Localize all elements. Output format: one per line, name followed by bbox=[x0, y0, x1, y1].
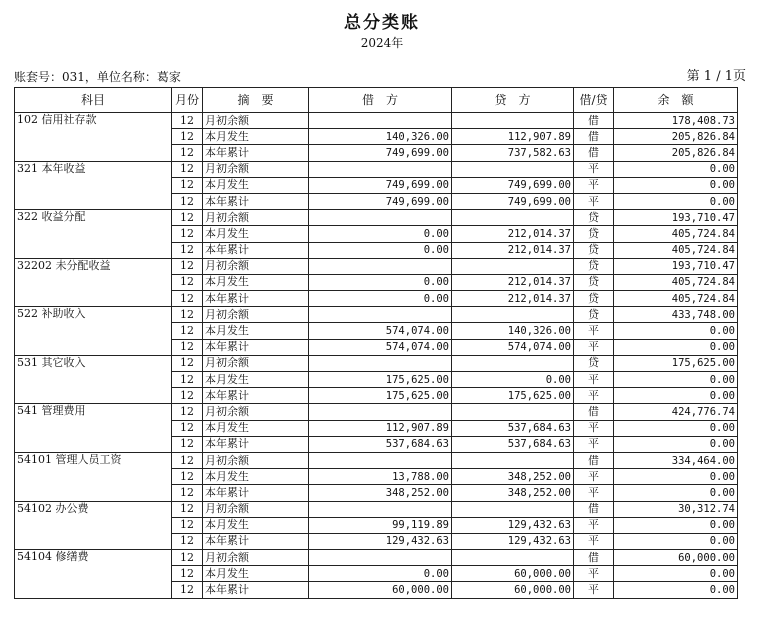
cell-month: 12 bbox=[172, 129, 203, 145]
cell-credit: 212,014.37 bbox=[452, 291, 574, 307]
table-row bbox=[15, 501, 738, 517]
cell-balance: 0.00 bbox=[614, 177, 738, 193]
cell-balance: 178,408.73 bbox=[614, 113, 738, 129]
cell-summary: 月初余额 bbox=[203, 161, 309, 177]
cell-direction: 贷 bbox=[574, 274, 614, 290]
cell-debit: 537,684.63 bbox=[309, 436, 452, 452]
cell-month: 12 bbox=[172, 274, 203, 290]
table-row bbox=[15, 145, 738, 161]
cell-credit: 749,699.00 bbox=[452, 193, 574, 209]
cell-subject bbox=[15, 420, 172, 436]
cell-credit bbox=[452, 307, 574, 323]
cell-subject: 321 本年收益 bbox=[15, 161, 172, 177]
cell-direction: 平 bbox=[574, 533, 614, 549]
cell-credit: 129,432.63 bbox=[452, 517, 574, 533]
cell-credit: 348,252.00 bbox=[452, 485, 574, 501]
cell-debit: 749,699.00 bbox=[309, 193, 452, 209]
col-header-balance: 余 额 bbox=[614, 88, 738, 113]
cell-credit: 212,014.37 bbox=[452, 226, 574, 242]
cell-month: 12 bbox=[172, 355, 203, 371]
cell-debit bbox=[309, 307, 452, 323]
cell-summary: 月初余额 bbox=[203, 113, 309, 129]
col-header-credit: 贷 方 bbox=[452, 88, 574, 113]
cell-debit bbox=[309, 113, 452, 129]
cell-month: 12 bbox=[172, 177, 203, 193]
cell-month: 12 bbox=[172, 145, 203, 161]
cell-direction: 贷 bbox=[574, 355, 614, 371]
cell-summary: 本年累计 bbox=[203, 242, 309, 258]
cell-debit bbox=[309, 258, 452, 274]
cell-credit: 140,326.00 bbox=[452, 323, 574, 339]
cell-direction: 借 bbox=[574, 501, 614, 517]
cell-debit: 0.00 bbox=[309, 566, 452, 582]
cell-balance: 0.00 bbox=[614, 485, 738, 501]
table-row bbox=[15, 226, 738, 242]
cell-direction: 平 bbox=[574, 566, 614, 582]
table-row bbox=[15, 372, 738, 388]
cell-credit: 212,014.37 bbox=[452, 242, 574, 258]
cell-balance: 193,710.47 bbox=[614, 210, 738, 226]
cell-subject bbox=[15, 323, 172, 339]
cell-credit: 537,684.63 bbox=[452, 436, 574, 452]
table-header-row bbox=[15, 88, 738, 113]
table-row bbox=[15, 550, 738, 566]
cell-credit: 0.00 bbox=[452, 372, 574, 388]
cell-summary: 本月发生 bbox=[203, 323, 309, 339]
cell-summary: 本年累计 bbox=[203, 436, 309, 452]
cell-balance: 0.00 bbox=[614, 323, 738, 339]
cell-debit: 574,074.00 bbox=[309, 323, 452, 339]
cell-direction: 平 bbox=[574, 517, 614, 533]
cell-credit: 737,582.63 bbox=[452, 145, 574, 161]
cell-subject bbox=[15, 469, 172, 485]
table-row bbox=[15, 388, 738, 404]
cell-summary: 本年累计 bbox=[203, 291, 309, 307]
table-row bbox=[15, 436, 738, 452]
table-row bbox=[15, 307, 738, 323]
cell-subject bbox=[15, 177, 172, 193]
cell-subject bbox=[15, 372, 172, 388]
cell-summary: 月初余额 bbox=[203, 355, 309, 371]
table-row bbox=[15, 339, 738, 355]
table-row bbox=[15, 533, 738, 549]
cell-direction: 贷 bbox=[574, 226, 614, 242]
table-row bbox=[15, 129, 738, 145]
cell-month: 12 bbox=[172, 339, 203, 355]
cell-balance: 0.00 bbox=[614, 388, 738, 404]
cell-credit: 112,907.89 bbox=[452, 129, 574, 145]
table-row bbox=[15, 242, 738, 258]
cell-summary: 本年累计 bbox=[203, 485, 309, 501]
cell-subject: 322 收益分配 bbox=[15, 210, 172, 226]
cell-debit bbox=[309, 452, 452, 468]
cell-subject bbox=[15, 291, 172, 307]
cell-debit: 348,252.00 bbox=[309, 485, 452, 501]
cell-direction: 平 bbox=[574, 420, 614, 436]
cell-summary: 本月发生 bbox=[203, 177, 309, 193]
cell-credit bbox=[452, 210, 574, 226]
cell-direction: 平 bbox=[574, 469, 614, 485]
cell-subject: 531 其它收入 bbox=[15, 355, 172, 371]
cell-month: 12 bbox=[172, 469, 203, 485]
col-header-direction: 借/贷 bbox=[574, 88, 614, 113]
cell-direction: 借 bbox=[574, 404, 614, 420]
cell-month: 12 bbox=[172, 258, 203, 274]
cell-summary: 本年累计 bbox=[203, 193, 309, 209]
cell-credit: 175,625.00 bbox=[452, 388, 574, 404]
cell-direction: 借 bbox=[574, 145, 614, 161]
cell-direction: 贷 bbox=[574, 258, 614, 274]
cell-subject: 32202 未分配收益 bbox=[15, 258, 172, 274]
cell-summary: 本年累计 bbox=[203, 339, 309, 355]
cell-balance: 0.00 bbox=[614, 582, 738, 598]
cell-summary: 本年累计 bbox=[203, 582, 309, 598]
cell-debit: 129,432.63 bbox=[309, 533, 452, 549]
table-row bbox=[15, 291, 738, 307]
cell-month: 12 bbox=[172, 517, 203, 533]
cell-debit: 13,788.00 bbox=[309, 469, 452, 485]
cell-debit: 0.00 bbox=[309, 274, 452, 290]
cell-credit: 60,000.00 bbox=[452, 566, 574, 582]
cell-direction: 借 bbox=[574, 113, 614, 129]
cell-balance: 0.00 bbox=[614, 533, 738, 549]
table-row bbox=[15, 469, 738, 485]
cell-direction: 贷 bbox=[574, 210, 614, 226]
cell-month: 12 bbox=[172, 372, 203, 388]
ledger-title: 总分类账 bbox=[344, 13, 420, 33]
cell-summary: 月初余额 bbox=[203, 452, 309, 468]
cell-direction: 平 bbox=[574, 582, 614, 598]
cell-direction: 贷 bbox=[574, 307, 614, 323]
cell-month: 12 bbox=[172, 193, 203, 209]
table-row bbox=[15, 485, 738, 501]
cell-credit: 212,014.37 bbox=[452, 274, 574, 290]
cell-subject: 54104 修缮费 bbox=[15, 550, 172, 566]
cell-balance: 0.00 bbox=[614, 339, 738, 355]
table-row bbox=[15, 113, 738, 129]
cell-direction: 平 bbox=[574, 177, 614, 193]
page-indicator: 第 1 / 1页 bbox=[686, 69, 746, 84]
cell-month: 12 bbox=[172, 307, 203, 323]
cell-subject bbox=[15, 129, 172, 145]
cell-debit: 112,907.89 bbox=[309, 420, 452, 436]
cell-direction: 借 bbox=[574, 550, 614, 566]
cell-direction: 借 bbox=[574, 452, 614, 468]
cell-month: 12 bbox=[172, 566, 203, 582]
cell-summary: 月初余额 bbox=[203, 501, 309, 517]
cell-credit: 129,432.63 bbox=[452, 533, 574, 549]
cell-direction: 平 bbox=[574, 372, 614, 388]
col-header-month: 月份 bbox=[172, 88, 203, 113]
cell-debit: 749,699.00 bbox=[309, 177, 452, 193]
cell-debit bbox=[309, 161, 452, 177]
cell-subject: 541 管理费用 bbox=[15, 404, 172, 420]
cell-credit bbox=[452, 501, 574, 517]
cell-month: 12 bbox=[172, 388, 203, 404]
cell-summary: 本年累计 bbox=[203, 533, 309, 549]
cell-debit: 0.00 bbox=[309, 226, 452, 242]
account-info: 账套号：031，单位名称：葛家 bbox=[14, 70, 181, 84]
cell-debit: 175,625.00 bbox=[309, 388, 452, 404]
cell-subject bbox=[15, 388, 172, 404]
cell-credit: 60,000.00 bbox=[452, 582, 574, 598]
cell-balance: 0.00 bbox=[614, 566, 738, 582]
cell-balance: 205,826.84 bbox=[614, 145, 738, 161]
cell-debit bbox=[309, 550, 452, 566]
cell-debit: 0.00 bbox=[309, 291, 452, 307]
cell-summary: 本月发生 bbox=[203, 517, 309, 533]
table-row bbox=[15, 582, 738, 598]
cell-summary: 本月发生 bbox=[203, 469, 309, 485]
cell-balance: 193,710.47 bbox=[614, 258, 738, 274]
cell-month: 12 bbox=[172, 452, 203, 468]
cell-subject bbox=[15, 274, 172, 290]
cell-summary: 本月发生 bbox=[203, 566, 309, 582]
table-row bbox=[15, 177, 738, 193]
cell-month: 12 bbox=[172, 550, 203, 566]
cell-debit: 749,699.00 bbox=[309, 145, 452, 161]
table-row bbox=[15, 161, 738, 177]
ledger-year: 2024年 bbox=[360, 36, 404, 50]
cell-direction: 平 bbox=[574, 388, 614, 404]
cell-direction: 平 bbox=[574, 485, 614, 501]
cell-summary: 月初余额 bbox=[203, 550, 309, 566]
cell-direction: 平 bbox=[574, 323, 614, 339]
general-ledger-table bbox=[14, 87, 738, 599]
table-row bbox=[15, 210, 738, 226]
cell-debit bbox=[309, 210, 452, 226]
cell-direction: 借 bbox=[574, 129, 614, 145]
cell-subject bbox=[15, 566, 172, 582]
cell-direction: 贷 bbox=[574, 291, 614, 307]
cell-month: 12 bbox=[172, 404, 203, 420]
cell-balance: 334,464.00 bbox=[614, 452, 738, 468]
cell-subject: 102 信用社存款 bbox=[15, 113, 172, 129]
cell-balance: 60,000.00 bbox=[614, 550, 738, 566]
cell-subject bbox=[15, 485, 172, 501]
col-header-summary: 摘 要 bbox=[203, 88, 309, 113]
cell-subject bbox=[15, 436, 172, 452]
cell-month: 12 bbox=[172, 226, 203, 242]
cell-month: 12 bbox=[172, 582, 203, 598]
cell-month: 12 bbox=[172, 485, 203, 501]
col-header-debit: 借 方 bbox=[309, 88, 452, 113]
cell-debit: 140,326.00 bbox=[309, 129, 452, 145]
cell-direction: 平 bbox=[574, 339, 614, 355]
cell-month: 12 bbox=[172, 113, 203, 129]
cell-balance: 0.00 bbox=[614, 436, 738, 452]
cell-direction: 平 bbox=[574, 436, 614, 452]
cell-balance: 0.00 bbox=[614, 372, 738, 388]
cell-subject bbox=[15, 226, 172, 242]
cell-month: 12 bbox=[172, 242, 203, 258]
cell-credit bbox=[452, 404, 574, 420]
cell-month: 12 bbox=[172, 210, 203, 226]
cell-summary: 本年累计 bbox=[203, 145, 309, 161]
table-row bbox=[15, 323, 738, 339]
cell-debit: 60,000.00 bbox=[309, 582, 452, 598]
cell-summary: 本月发生 bbox=[203, 372, 309, 388]
table-row bbox=[15, 193, 738, 209]
cell-subject bbox=[15, 145, 172, 161]
cell-credit: 574,074.00 bbox=[452, 339, 574, 355]
cell-balance: 0.00 bbox=[614, 161, 738, 177]
cell-balance: 175,625.00 bbox=[614, 355, 738, 371]
cell-summary: 月初余额 bbox=[203, 307, 309, 323]
cell-subject: 54101 管理人员工资 bbox=[15, 452, 172, 468]
table-row bbox=[15, 404, 738, 420]
table-row bbox=[15, 566, 738, 582]
cell-balance: 433,748.00 bbox=[614, 307, 738, 323]
cell-debit bbox=[309, 501, 452, 517]
cell-debit: 0.00 bbox=[309, 242, 452, 258]
cell-direction: 平 bbox=[574, 193, 614, 209]
cell-subject bbox=[15, 339, 172, 355]
cell-summary: 月初余额 bbox=[203, 210, 309, 226]
cell-balance: 405,724.84 bbox=[614, 291, 738, 307]
cell-month: 12 bbox=[172, 291, 203, 307]
cell-balance: 30,312.74 bbox=[614, 501, 738, 517]
cell-debit: 99,119.89 bbox=[309, 517, 452, 533]
cell-balance: 424,776.74 bbox=[614, 404, 738, 420]
cell-summary: 本年累计 bbox=[203, 388, 309, 404]
cell-debit bbox=[309, 404, 452, 420]
cell-month: 12 bbox=[172, 420, 203, 436]
table-row bbox=[15, 452, 738, 468]
cell-subject: 54102 办公费 bbox=[15, 501, 172, 517]
cell-direction: 贷 bbox=[574, 242, 614, 258]
cell-direction: 平 bbox=[574, 161, 614, 177]
table-row bbox=[15, 420, 738, 436]
cell-balance: 405,724.84 bbox=[614, 242, 738, 258]
cell-balance: 205,826.84 bbox=[614, 129, 738, 145]
cell-summary: 本月发生 bbox=[203, 420, 309, 436]
table-row bbox=[15, 274, 738, 290]
cell-credit bbox=[452, 161, 574, 177]
cell-credit bbox=[452, 452, 574, 468]
cell-balance: 405,724.84 bbox=[614, 226, 738, 242]
cell-balance: 405,724.84 bbox=[614, 274, 738, 290]
table-row bbox=[15, 258, 738, 274]
cell-summary: 本月发生 bbox=[203, 274, 309, 290]
cell-month: 12 bbox=[172, 501, 203, 517]
cell-subject bbox=[15, 193, 172, 209]
cell-credit bbox=[452, 258, 574, 274]
cell-credit bbox=[452, 113, 574, 129]
cell-month: 12 bbox=[172, 323, 203, 339]
table-row bbox=[15, 517, 738, 533]
cell-debit: 574,074.00 bbox=[309, 339, 452, 355]
cell-summary: 月初余额 bbox=[203, 404, 309, 420]
cell-subject bbox=[15, 242, 172, 258]
cell-balance: 0.00 bbox=[614, 193, 738, 209]
cell-credit bbox=[452, 550, 574, 566]
cell-subject bbox=[15, 517, 172, 533]
cell-subject bbox=[15, 533, 172, 549]
col-header-subject: 科目 bbox=[15, 88, 172, 113]
table-row bbox=[15, 355, 738, 371]
cell-debit: 175,625.00 bbox=[309, 372, 452, 388]
cell-credit: 348,252.00 bbox=[452, 469, 574, 485]
cell-month: 12 bbox=[172, 436, 203, 452]
cell-summary: 月初余额 bbox=[203, 258, 309, 274]
cell-month: 12 bbox=[172, 533, 203, 549]
cell-credit bbox=[452, 355, 574, 371]
cell-credit: 537,684.63 bbox=[452, 420, 574, 436]
cell-summary: 本月发生 bbox=[203, 226, 309, 242]
cell-month: 12 bbox=[172, 161, 203, 177]
cell-credit: 749,699.00 bbox=[452, 177, 574, 193]
cell-summary: 本月发生 bbox=[203, 129, 309, 145]
cell-subject: 522 补助收入 bbox=[15, 307, 172, 323]
cell-balance: 0.00 bbox=[614, 469, 738, 485]
cell-balance: 0.00 bbox=[614, 420, 738, 436]
cell-subject bbox=[15, 582, 172, 598]
cell-debit bbox=[309, 355, 452, 371]
cell-balance: 0.00 bbox=[614, 517, 738, 533]
